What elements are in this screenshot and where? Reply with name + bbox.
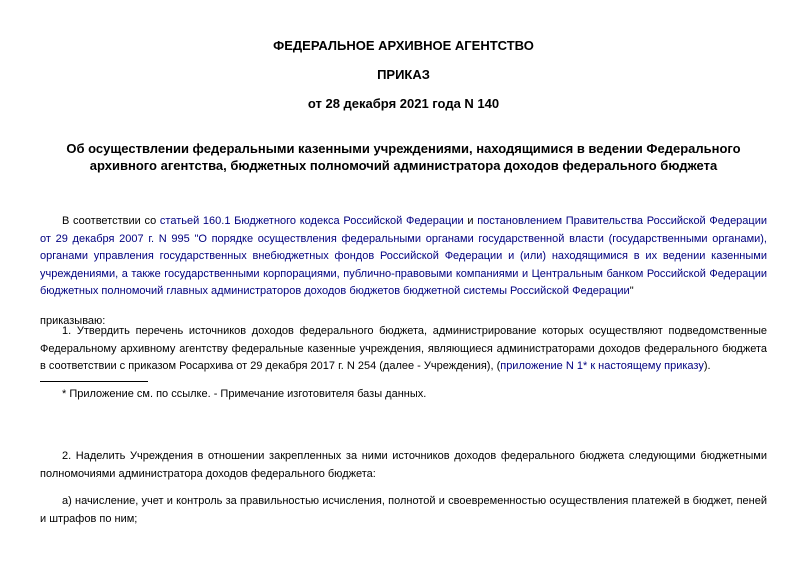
document-type: ПРИКАЗ bbox=[377, 67, 430, 82]
basis-end: " bbox=[629, 285, 634, 297]
appendix-1-link[interactable]: приложение N 1* к настоящему приказу bbox=[500, 360, 704, 372]
basis-conjunction: и bbox=[463, 215, 478, 227]
item-1-paragraph bbox=[40, 323, 767, 376]
item-1-end: ). bbox=[703, 360, 711, 372]
footnote: * Приложение см. по ссылке. - Примечание изготовителя базы данных. bbox=[62, 388, 427, 400]
agency-name: ФЕДЕРАЛЬНОЕ АРХИВНОЕ АГЕНТСТВО bbox=[273, 38, 534, 53]
budget-code-link[interactable]: статьей 160.1 Бюджетного кодекса Российской Федерации bbox=[159, 215, 464, 227]
basis-intro: В соответствии со bbox=[62, 215, 160, 227]
item-1-text: 1. Утвердить перечень источников доходов федерального бюджета, администрирование которых осуществляют подведомственные Федеральному архивному агентству федеральные казенные учреждения, являющиеся администраторами доходов федерального бюджета в соответствии с приказом Росархива от 29 декабря 2017 г. N 254 (далее - Учреждения), ( bbox=[40, 325, 767, 372]
basis-paragraph bbox=[40, 213, 767, 301]
footnote-divider bbox=[40, 381, 148, 382]
document-date: от 28 декабря 2021 года N 140 bbox=[307, 96, 500, 111]
item-2a-paragraph: а) начисление, учет и контроль за правильностью исчисления, полнотой и своевременностью осуществления платежей в бюджет, пеней и штрафов по ним; bbox=[40, 495, 767, 525]
item-2-paragraph: 2. Наделить Учреждения в отношении закрепленных за ними источников доходов федерального бюджета следующими бюджетными полномочиями администратора доходов федерального бюджета: bbox=[40, 450, 767, 480]
order-word: приказываю: bbox=[40, 315, 106, 327]
document-title: Об осуществлении федеральными казенными учреждениями, находящимися в ведении Федерального архивного агентства, бюджетных полномочий администратора доходов федерального бюджета bbox=[66, 141, 741, 173]
government-resolution-link[interactable]: постановлением Правительства Российской Федерации от 29 декабря 2007 г. N 995 "О порядке осуществления федеральными органами государственной власти (государственными органами), органами управления государственных внебюджетных фондов Российской Федерации и (или) находящимися в их ведении казенными учреждениями, а также государственными корпорациями, публично-правовыми компаниями и Центральным банком Российской Федерации бюджетных полномочий главных администраторов доходов бюджетов бюджетной системы Российской Федерации bbox=[40, 215, 768, 297]
